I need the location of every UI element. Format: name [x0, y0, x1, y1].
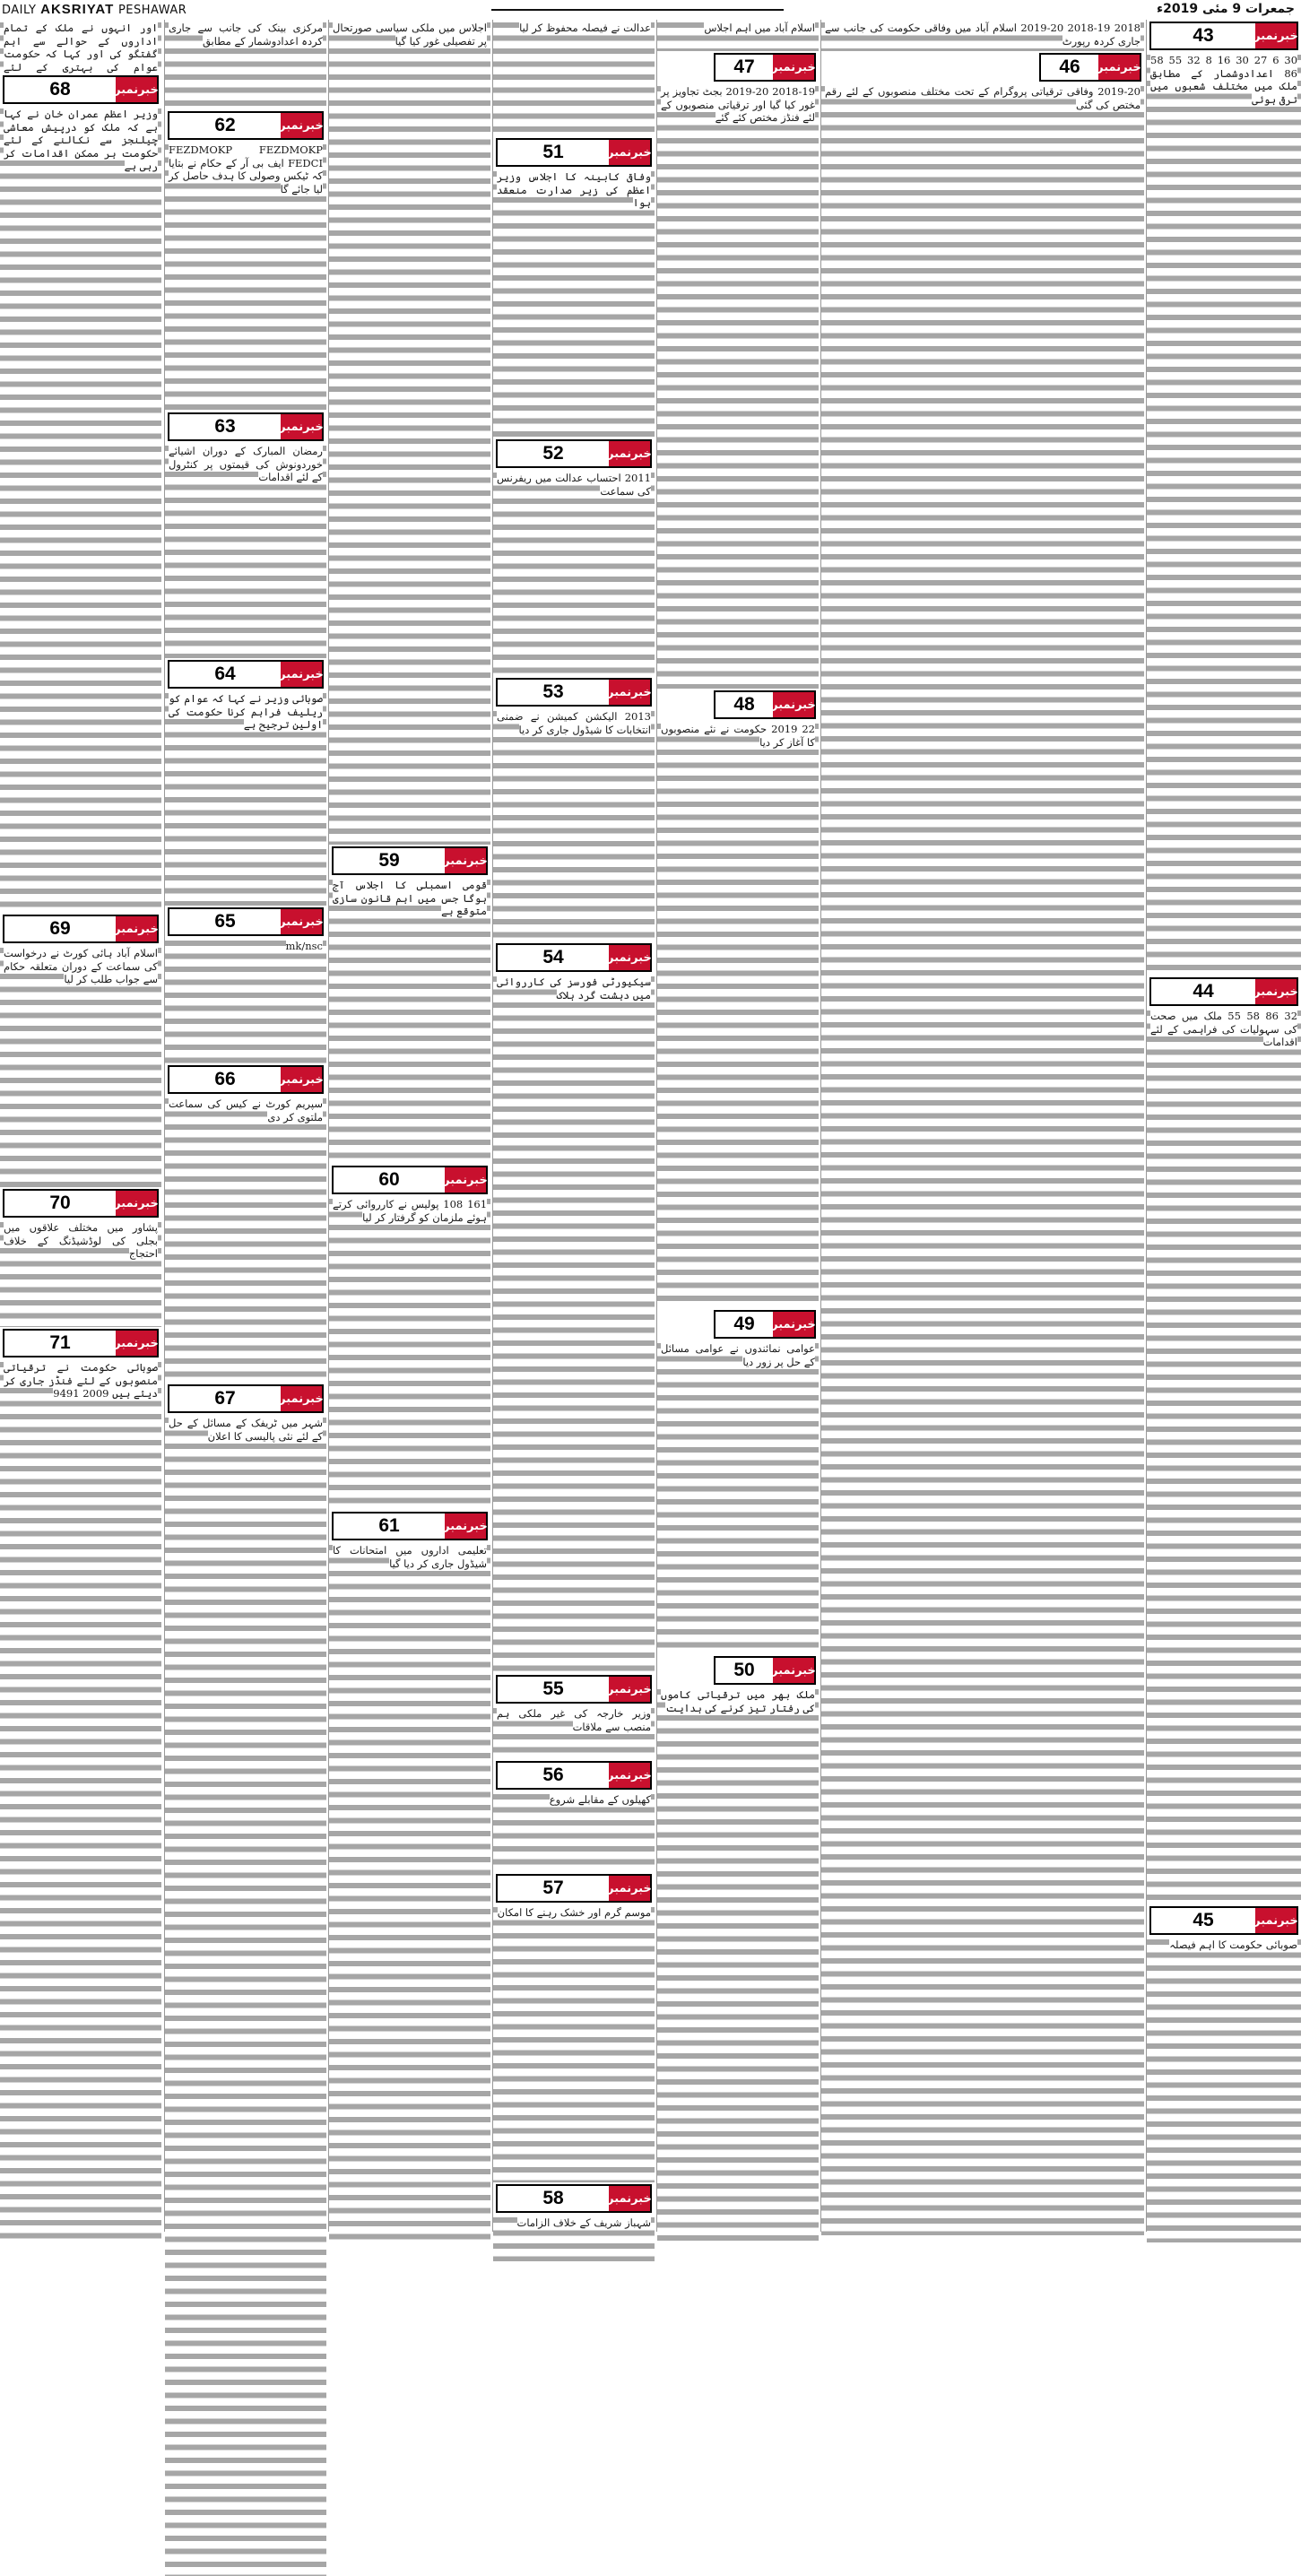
news-number-badge	[496, 439, 652, 468]
news-number: 59	[378, 850, 400, 871]
news-story-line: صوبائی حکومت کا اہم فیصلہ	[1169, 1939, 1297, 1951]
news-story-text	[493, 169, 655, 438]
news-story-text	[493, 2215, 655, 2261]
news-story-line: مرکزی بینک کی جانب سے جاری کردہ اعدادوشمار کے مطابق	[169, 22, 323, 48]
news-number: 63	[214, 416, 236, 437]
news-brand-label: خبرنمبر	[281, 1067, 322, 1092]
news-story-line: وفاقی کابینہ کا اجلاس وزیر اعظم کی زیر صدارت منعقد ہوا	[497, 170, 651, 209]
news-brand-label: خبرنمبر	[609, 140, 650, 165]
news-number-badge	[168, 111, 324, 140]
news-brand-label: خبرنمبر	[116, 916, 157, 941]
news-number: 62	[214, 115, 236, 135]
news-number: 54	[542, 947, 564, 967]
news-number-badge	[714, 1310, 816, 1339]
news-story-text	[0, 1219, 161, 1327]
news-number-badge	[168, 412, 324, 441]
news-number: 56	[542, 1765, 564, 1785]
news-story-line: عوامی نمائندوں نے عوامی مسائل کے حل پر زور دیا	[661, 1342, 815, 1368]
news-brand-label: خبرنمبر	[609, 680, 650, 705]
news-number-badge	[714, 1656, 816, 1685]
news-number: 61	[378, 1515, 400, 1536]
news-story-line: 30 6 27 30 16 8 32 55 58 86 اعدادوشمار کے مطابق ملک میں مختلف شعبوں میں ترقی ہوئی	[1150, 54, 1298, 106]
news-brand-label: خبرنمبر	[609, 1677, 650, 1702]
news-brand-label: خبرنمبر	[1255, 23, 1297, 48]
news-story-text	[493, 20, 655, 136]
news-brand-label: خبرنمبر	[445, 1514, 486, 1539]
news-number: 66	[214, 1069, 236, 1089]
news-story-line: وزیر اعظم عمران خان نے کہا ہے کہ ملک کو درپیش معاشی چیلنجز سے نکالنے کے لئے حکومت ہر ممکن اقدامات کر رہی ہے	[4, 108, 158, 172]
news-number: 45	[1193, 1910, 1214, 1930]
news-column-2	[164, 20, 326, 2232]
news-number: 70	[49, 1193, 71, 1213]
news-story-line: 2013 الیکشن کمیشن نے ضمنی انتخابات کا شیڈول جاری کر دیا	[497, 710, 651, 736]
news-story-text	[329, 20, 490, 845]
news-story-text	[0, 20, 161, 74]
news-story-line: وزیر خارجہ کی غیر ملکی ہم منصب سے ملاقات	[497, 1707, 651, 1733]
news-number-badge	[3, 1189, 159, 1218]
news-number-badge	[332, 846, 488, 875]
news-number: 64	[214, 664, 236, 684]
news-number-badge	[168, 1384, 324, 1413]
news-number-badge	[1149, 22, 1298, 50]
news-brand-label: خبرنمبر	[281, 909, 322, 934]
masthead-city: PESHAWAR	[117, 4, 187, 17]
news-story-line: 2019-20 وفاقی ترقیاتی پروگرام کے تحت مختلف منصوبوں کے لئے رقم مختص کی گئی	[825, 85, 1141, 111]
news-story-text	[165, 938, 326, 1063]
news-number-badge	[3, 915, 159, 943]
news-story-text	[821, 20, 1144, 51]
news-number: 67	[214, 1388, 236, 1409]
news-story-line: عدالت نے فیصلہ محفوظ کر لیا	[519, 22, 651, 34]
news-brand-label: خبرنمبر	[445, 848, 486, 873]
news-number: 51	[542, 142, 564, 162]
news-brand-label: خبرنمبر	[281, 414, 322, 439]
news-number: 58	[542, 2188, 564, 2208]
news-brand-label: خبرنمبر	[609, 441, 650, 466]
news-brand-label: خبرنمبر	[281, 113, 322, 138]
news-number: 71	[49, 1332, 71, 1353]
news-story-text	[165, 1415, 326, 2576]
news-story-text	[657, 20, 819, 51]
news-story-line: شہر میں ٹریفک کے مسائل کے حل کے لئے نئی پالیسی کا اعلان	[169, 1417, 323, 1443]
news-brand-label: خبرنمبر	[281, 1386, 322, 1411]
news-story-text	[821, 83, 1144, 2235]
news-story-text	[657, 1340, 819, 1654]
news-number: 57	[542, 1878, 564, 1898]
news-story-text	[165, 690, 326, 906]
news-story-line: صوبائی وزیر نے کہا کہ عوام کو ریلیف فراہم کرنا حکومت کی اولین ترجیح ہے	[169, 692, 323, 731]
news-brand-label: خبرنمبر	[116, 1331, 157, 1356]
news-number: 50	[733, 1660, 755, 1680]
news-number: 53	[542, 681, 564, 702]
news-story-line: سیکیورٹی فورسز کی کارروائی میں دہشت گرد ہلاک	[497, 976, 651, 1002]
news-brand-label: خبرنمبر	[445, 1167, 486, 1193]
news-column-1	[0, 20, 161, 2232]
news-story-text	[493, 1904, 655, 2182]
news-number-badge	[496, 1761, 652, 1790]
news-number-badge	[496, 138, 652, 167]
news-brand-label: خبرنمبر	[609, 2186, 650, 2211]
news-number-badge	[3, 75, 159, 104]
news-story-line: تعلیمی اداروں میں امتحانات کا شیڈول جاری کر دیا گیا	[333, 1544, 487, 1570]
news-story-text	[0, 1359, 161, 2246]
news-story-line: FEZDMOKP FEZDMOKP FEDCI ایف بی آر کے حکام نے بتایا کہ ٹیکس وصولی کا ہدف حاصل کر لیا جائے گا	[169, 143, 323, 195]
masthead	[0, 0, 1300, 18]
news-brand-label: خبرنمبر	[773, 55, 814, 80]
news-story-text	[493, 708, 655, 941]
news-number-badge	[496, 1675, 652, 1704]
news-column-4	[492, 20, 655, 2232]
news-story-text	[165, 443, 326, 658]
news-number-badge	[332, 1512, 488, 1540]
masthead-daily: DAILY	[2, 4, 37, 17]
news-story-text	[493, 1705, 655, 1759]
news-story-line: شہباز شریف کے خلاف الزامات	[516, 2216, 651, 2229]
news-story-line: 32 86 58 55 ملک میں صحت کی سہولیات کی فراہمی کے لئے اقدامات	[1150, 1010, 1298, 1048]
news-number-badge	[3, 1329, 159, 1357]
news-number: 65	[214, 911, 236, 932]
news-number-badge	[496, 2184, 652, 2213]
news-brand-label: خبرنمبر	[773, 1312, 814, 1337]
news-number: 52	[542, 443, 564, 464]
news-story-line: صوبائی حکومت نے ترقیاتی منصوبوں کے لئے فنڈز جاری کر دیئے ہیں 2009 9491	[4, 1361, 158, 1400]
newspaper-page	[0, 20, 1300, 2232]
news-brand-label: خبرنمبر	[116, 77, 157, 102]
news-story-line: سپریم کورٹ نے کیس کی سماعت ملتوی کر دی	[169, 1097, 323, 1123]
news-story-line: 2018-19 2019-20 بجٹ تجاویز پر غور کیا گیا اور ترقیاتی منصوبوں کے لئے فنڈز مختص کئے گئے	[661, 85, 816, 124]
news-story-text	[0, 106, 161, 913]
news-brand-label: خبرنمبر	[281, 662, 322, 687]
news-story-line: ملک بھر میں ترقیاتی کاموں کی رفتار تیز کرنے کی ہدایت	[661, 1688, 815, 1714]
news-column-7	[1146, 20, 1301, 2232]
news-number-badge	[1149, 977, 1298, 1006]
news-story-text	[165, 142, 326, 411]
news-story-text	[165, 20, 326, 109]
news-column-5	[656, 20, 819, 2232]
news-story-line: اسلام آباد میں اہم اجلاس	[704, 22, 815, 34]
news-number-badge	[168, 660, 324, 689]
news-story-text	[329, 877, 490, 1164]
news-number-badge	[714, 53, 816, 82]
news-number: 68	[49, 79, 71, 100]
news-column-6	[820, 20, 1144, 2232]
news-brand-label: خبرنمبر	[116, 1191, 157, 1216]
news-story-line: اور انہوں نے ملک کے تمام اداروں کے حوالے سے اہم گفتگو کی اور کہا کہ حکومت عوام کی بہتری کے لئے	[4, 22, 158, 86]
masthead-rule	[491, 9, 784, 11]
news-story-text	[329, 1196, 490, 1510]
news-brand-label: خبرنمبر	[1098, 55, 1140, 80]
news-story-text	[165, 1096, 326, 1383]
news-number: 47	[733, 56, 755, 77]
news-number-badge	[332, 1166, 488, 1194]
masthead-date: جمعرات 9 مئی 2019ء	[1156, 2, 1295, 16]
news-number: 44	[1193, 981, 1214, 1002]
news-story-line: رمضان المبارک کے دوران اشیائے خوردونوش کی قیمتوں پر کنٹرول کے لئے اقدامات	[169, 445, 323, 483]
news-number: 49	[733, 1314, 755, 1334]
news-story-text	[493, 470, 655, 676]
news-story-text	[657, 83, 819, 689]
news-brand-label: خبرنمبر	[1255, 979, 1297, 1004]
news-story-line: اجلاس میں ملکی سیاسی صورتحال پر تفصیلی غور کیا گیا	[333, 22, 487, 48]
news-story-text	[493, 1791, 655, 1872]
news-column-3	[328, 20, 490, 2232]
news-brand-label: خبرنمبر	[609, 945, 650, 970]
news-story-line: 22 2019 حکومت نے نئے منصوبوں کا آغاز کر دیا	[661, 723, 815, 749]
news-brand-label: خبرنمبر	[773, 1658, 814, 1683]
news-number-badge	[714, 690, 816, 719]
news-number: 69	[49, 918, 71, 939]
news-story-line: mk/nsc	[285, 940, 323, 952]
news-story-line: موسم گرم اور خشک رہنے کا امکان	[497, 1906, 651, 1919]
news-story-text	[1147, 1008, 1301, 1904]
news-story-text	[657, 1687, 819, 2246]
news-story-line: اسلام آباد ہائی کورٹ نے درخواست کی سماعت کے دوران متعلقہ حکام سے جواب طلب کر لیا	[4, 947, 158, 985]
news-number: 43	[1193, 25, 1214, 46]
news-brand-label: خبرنمبر	[609, 1763, 650, 1788]
news-story-text	[0, 945, 161, 1187]
news-number-badge	[496, 678, 652, 707]
news-number: 46	[1059, 56, 1080, 77]
news-number-badge	[168, 1065, 324, 1094]
news-number-badge	[496, 943, 652, 972]
news-story-text	[1147, 1937, 1301, 2242]
news-story-text	[329, 1542, 490, 2242]
news-story-text	[1147, 52, 1301, 976]
news-number-badge	[168, 907, 324, 936]
news-number-badge	[1149, 1906, 1298, 1935]
news-number: 55	[542, 1678, 564, 1699]
news-number: 48	[733, 694, 755, 715]
news-brand-label: خبرنمبر	[1255, 1908, 1297, 1933]
news-brand-label: خبرنمبر	[773, 692, 814, 717]
news-number-badge	[1039, 53, 1141, 82]
news-story-line: 161 108 پولیس نے کارروائی کرتے ہوئے ملزمان کو گرفتار کر لیا	[333, 1198, 488, 1224]
news-brand-label: خبرنمبر	[609, 1876, 650, 1901]
news-story-line: 2011 احتساب عدالت میں ریفرنس کی سماعت	[497, 472, 651, 498]
news-story-text	[657, 721, 819, 1308]
news-number-badge	[496, 1874, 652, 1903]
news-story-line: پشاور میں مختلف علاقوں میں بجلی کی لوڈشیڈنگ کے خلاف احتجاج	[4, 1221, 158, 1260]
news-story-line: 2018 2018-19 2019-20 اسلام آباد میں وفاقی حکومت کی جانب سے جاری کردہ رپورٹ	[825, 22, 1141, 48]
masthead-name: AKSRIYAT	[40, 2, 115, 17]
masthead-left	[2, 2, 186, 17]
news-story-text	[493, 974, 655, 1673]
news-number: 60	[378, 1169, 400, 1190]
news-story-line: قومی اسمبلی کا اجلاس آج ہوگا جس میں اہم قانون سازی متوقع ہے	[333, 879, 487, 917]
news-story-line: کھیلوں کے مقابلے شروع	[549, 1793, 651, 1806]
